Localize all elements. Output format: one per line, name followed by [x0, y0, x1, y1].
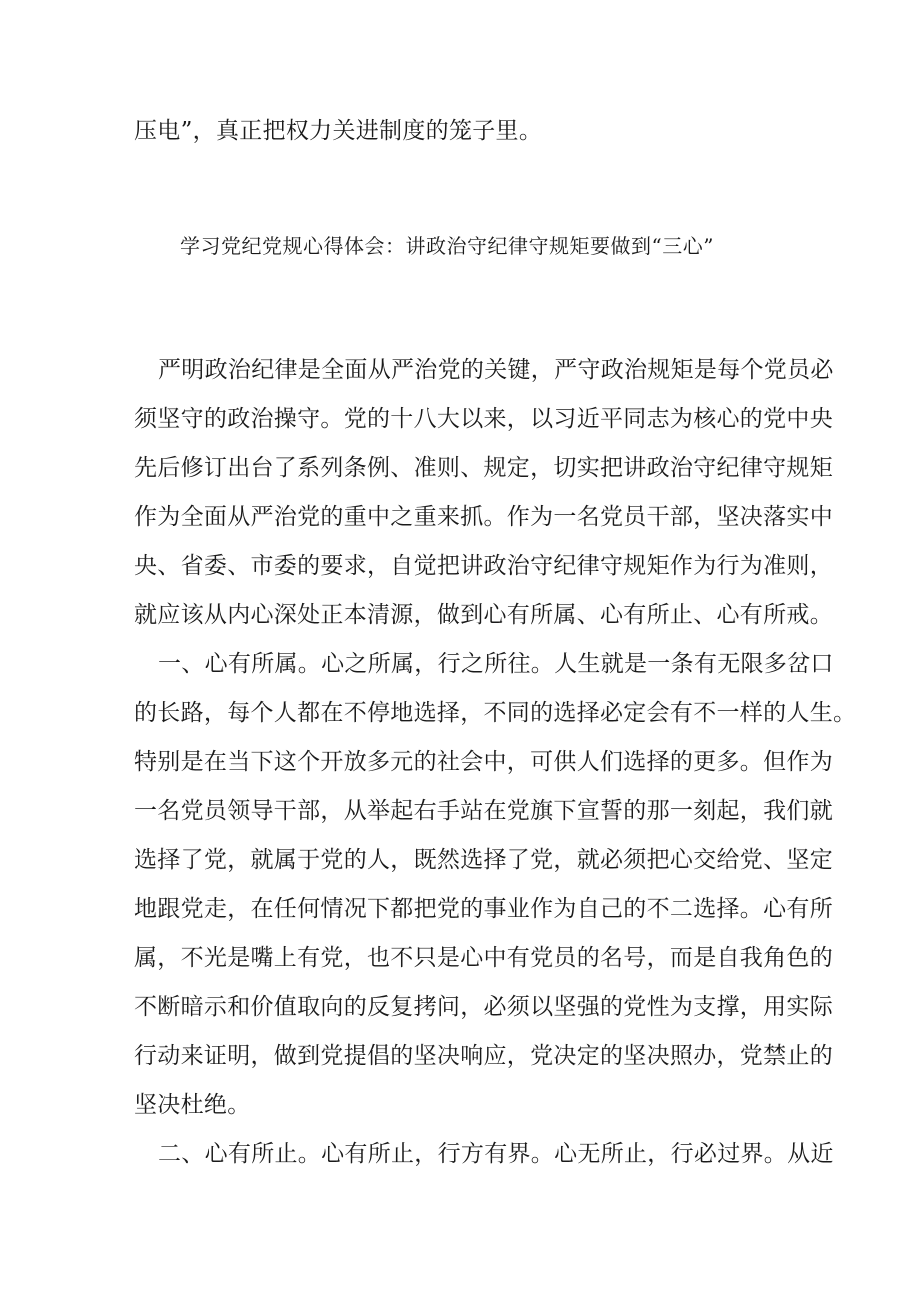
body-line: 坚决杜绝。 [134, 1092, 251, 1118]
body-line: 地跟党走，在任何情况下都把党的事业作为自己的不二选择。心有所 [134, 896, 833, 922]
body-line: 特别是在当下这个开放多元的社会中，可供人们选择的更多。但作为 [134, 749, 833, 775]
article-title: 学习党纪党规心得体会：讲政治守纪律守规矩要做到“三心” [180, 234, 714, 258]
body-line: 选择了党，就属于党的人，既然选择了党，就必须把心交给党、坚定 [134, 847, 833, 873]
carry-over-line: 压电”，真正把权力关进制度的笼子里。 [134, 118, 543, 144]
body-line: 须坚守的政治操守。党的十八大以来，以习近平同志为核心的党中央 [134, 406, 833, 432]
body-line: 央、省委、市委的要求，自觉把讲政治守纪律守规矩作为行为准则， [134, 553, 833, 579]
body-line: 一名党员领导干部，从举起右手站在党旗下宣誓的那一刻起，我们就 [134, 798, 833, 824]
body-line: 属，不光是嘴上有党，也不只是心中有党员的名号，而是自我角色的 [134, 945, 833, 971]
body-line: 的长路，每个人都在不停地选择，不同的选择必定会有不一样的人生。 [134, 700, 857, 726]
body-line: 不断暗示和价值取向的反复拷问，必须以坚强的党性为支撑，用实际 [134, 994, 833, 1020]
body-line: 先后修订出台了系列条例、准则、规定，切实把讲政治守纪律守规矩 [134, 455, 833, 481]
body-line: 作为全面从严治党的重中之重来抓。作为一名党员干部，坚决落实中 [134, 504, 833, 530]
body-line: 一、心有所属。心之所属，行之所往。人生就是一条有无限多岔口 [158, 651, 834, 677]
body-line: 二、心有所止。心有所止，行方有界。心无所止，行必过界。从近 [158, 1141, 834, 1167]
body-line: 严明政治纪律是全面从严治党的关键，严守政治规矩是每个党员必 [158, 357, 834, 383]
body-line: 行动来证明，做到党提倡的坚决响应，党决定的坚决照办，党禁止的 [134, 1043, 833, 1069]
body-line: 就应该从内心深处正本清源，做到心有所属、心有所止、心有所戒。 [134, 602, 833, 628]
